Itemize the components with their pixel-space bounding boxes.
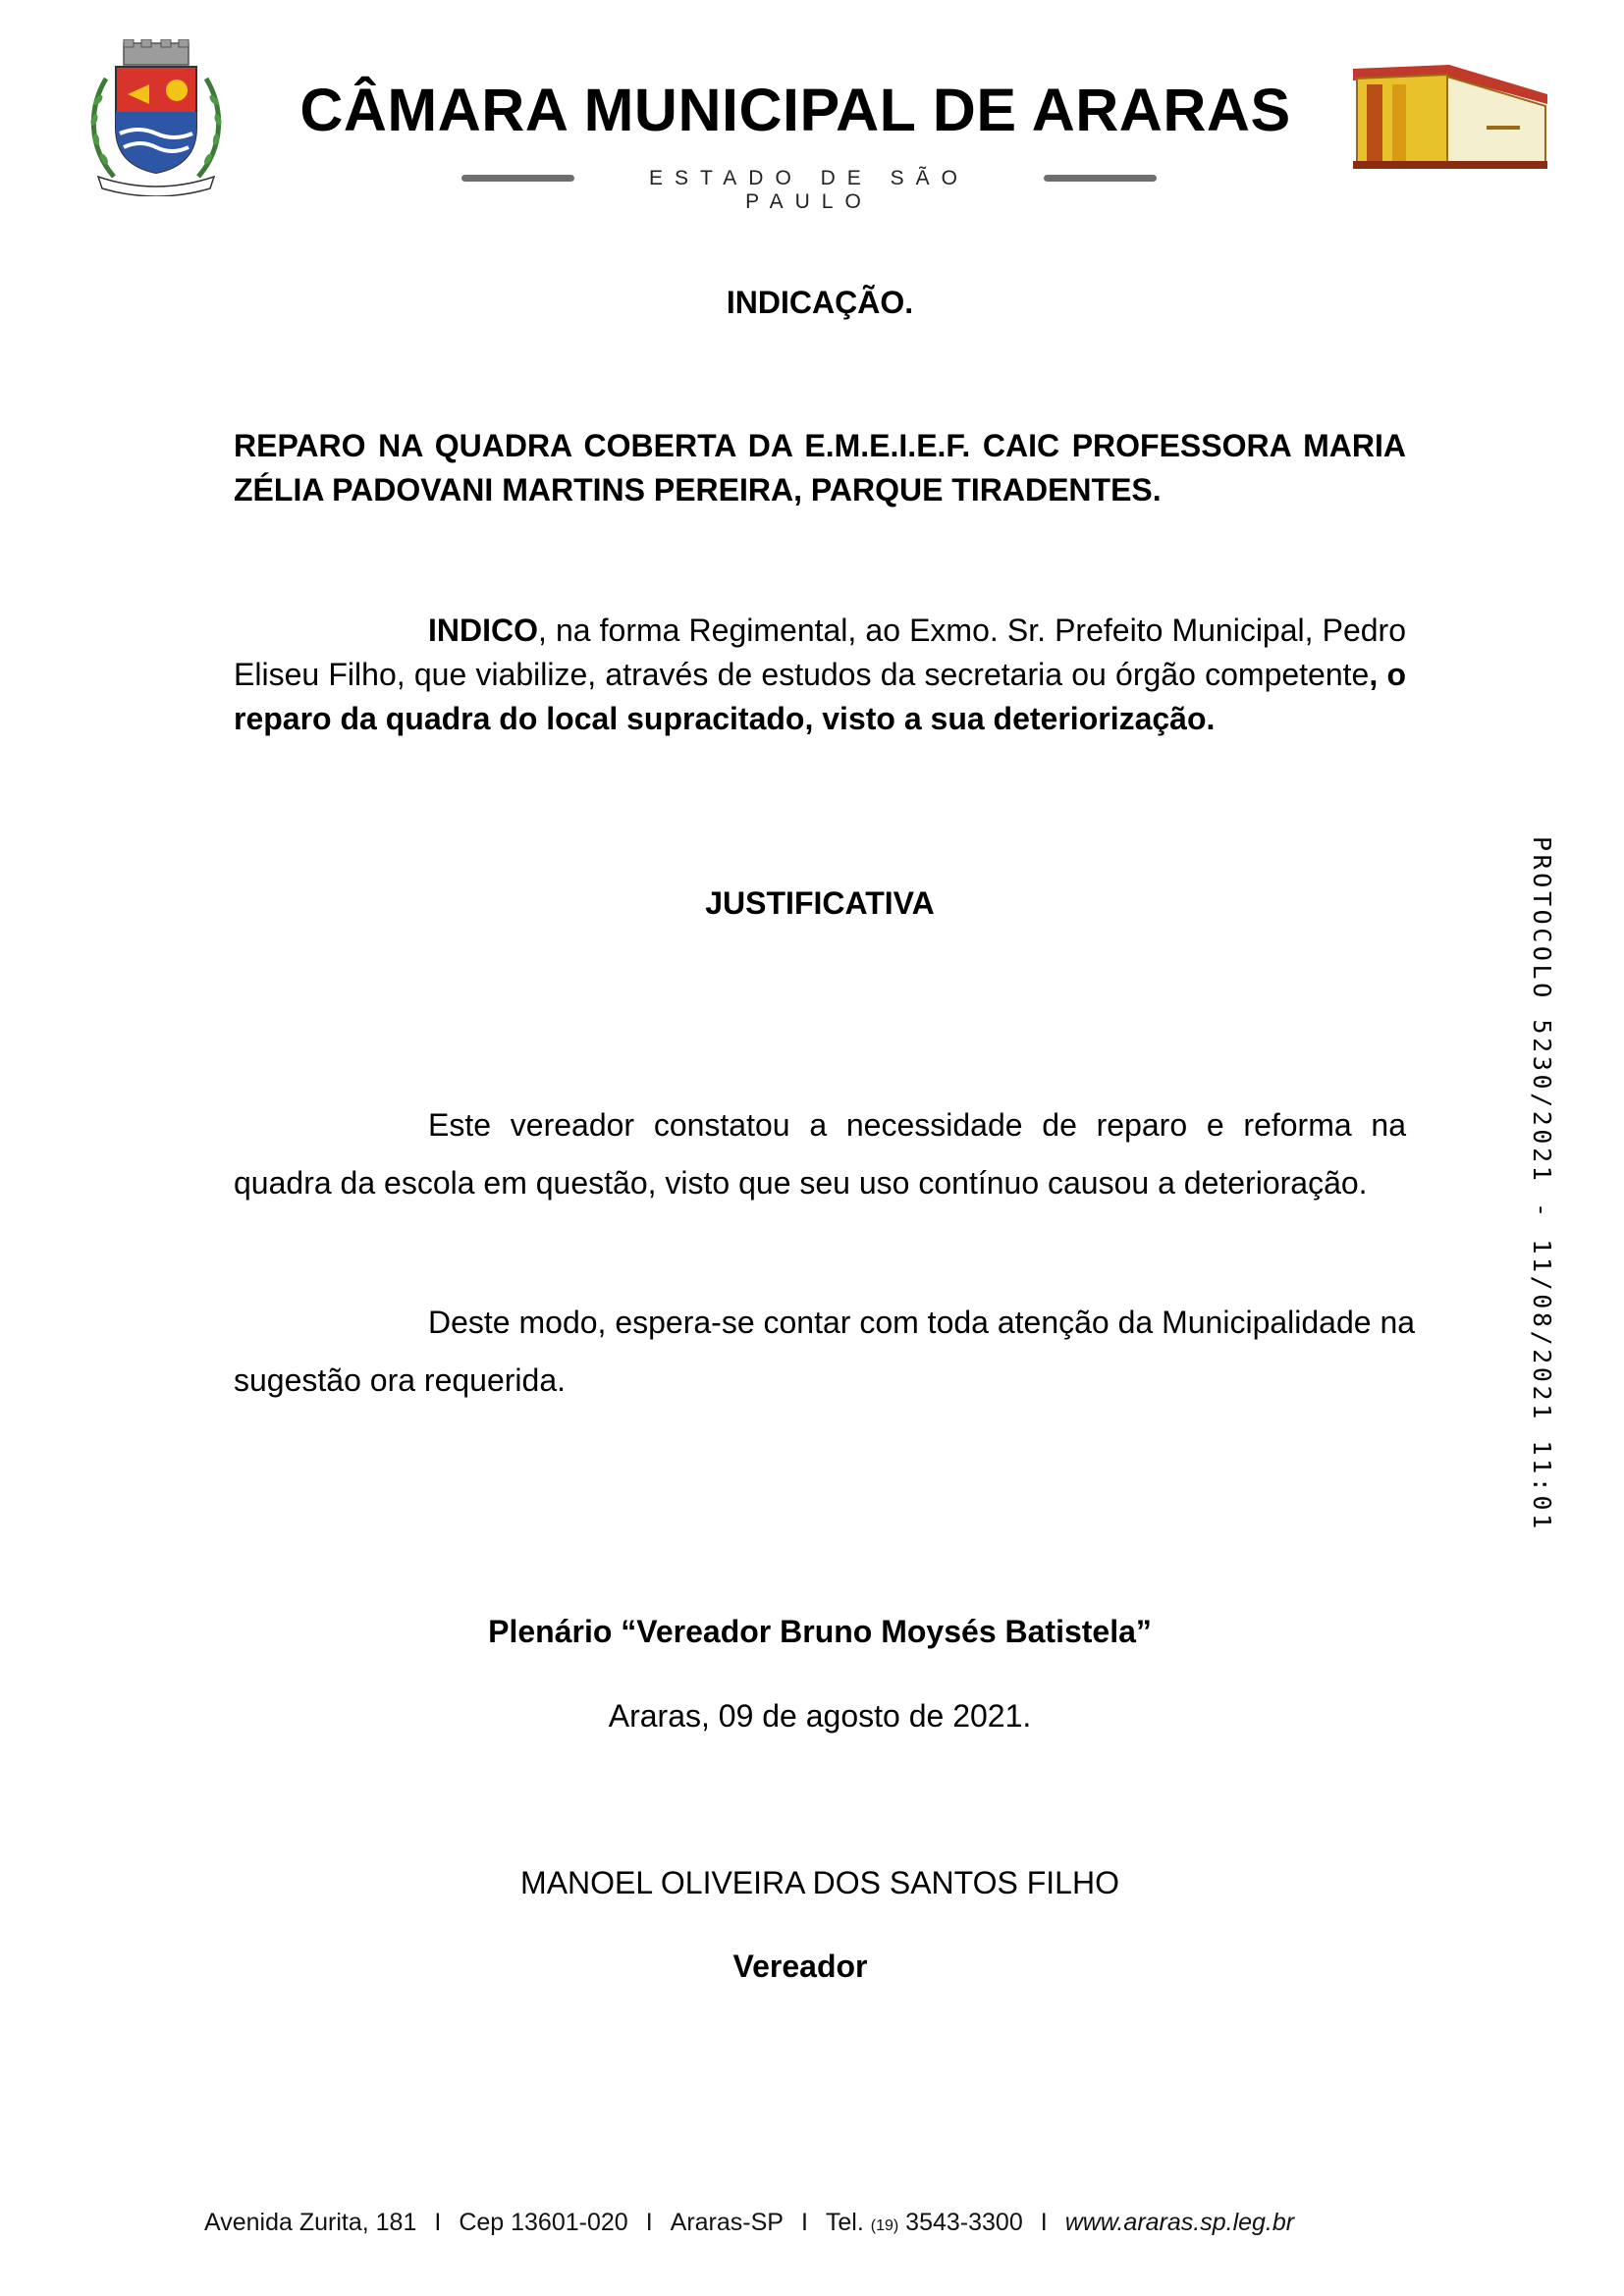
footer-separator: I: [1040, 2209, 1048, 2236]
institution-title: CÂMARA MUNICIPAL DE ARARAS: [299, 77, 1291, 143]
state-subtitle: ESTADO DE SÃO PAULO: [649, 167, 969, 213]
document-title: INDICAÇÃO.: [726, 285, 914, 320]
footer-separator: I: [434, 2209, 442, 2236]
state-subtitle-rule: [461, 167, 1157, 213]
footer-phone-number: 3543-3300: [905, 2209, 1023, 2236]
footer-phone-ddd: (19): [870, 2217, 899, 2234]
footer-contact: [204, 2209, 1402, 2237]
chamber-building-logo-icon: [1353, 55, 1547, 169]
footer-website-link[interactable]: www.araras.sp.leg.br: [1064, 2209, 1295, 2236]
city-coat-of-arms-icon: [84, 39, 228, 196]
footer-phone-label: Tel.: [825, 2209, 864, 2236]
justification-text-2: Deste modo, espera-se contar com toda atenção da Municipalidade na sugestão ora requerida.: [234, 1305, 1416, 1398]
indication-text: , na forma Regimental, ao Exmo. Sr. Prefeito Municipal, Pedro Eliseu Filho, que viabilize, através de estudos da secretaria ou órgão competente: [234, 613, 1406, 692]
justification-text-1: Este vereador constatou a necessidade de reparo e reforma na quadra da escola em questão, visto que seu uso contínuo causou a deterioração.: [234, 1107, 1406, 1201]
justification-title: JUSTIFICATIVA: [705, 885, 935, 921]
protocol-stamp: [1523, 836, 1562, 1532]
justification-paragraph-1: [234, 1096, 1406, 1212]
footer-separator: I: [645, 2209, 653, 2236]
signer-name: MANOEL OLIVEIRA DOS SANTOS FILHO: [520, 1865, 1119, 1900]
justification-paragraph-2: [234, 1294, 1451, 1410]
protocol-stamp-text: PROTOCOLO 5230/2021 - 11/08/2021 11:01: [1528, 836, 1556, 1532]
document-date: Araras, 09 de agosto de 2021.: [608, 1698, 1032, 1734]
rule-left-bar: [461, 175, 574, 182]
indication-emphasis: , o reparo da quadra do local supracitado, visto a sua deteriorização.: [234, 657, 1407, 736]
footer-zip: Cep 13601-020: [459, 2209, 628, 2236]
footer-separator: I: [800, 2209, 808, 2236]
plenary-name: Plenário “Vereador Bruno Moysés Batistela”: [488, 1614, 1152, 1649]
footer-address: Avenida Zurita, 181: [204, 2209, 417, 2236]
indication-paragraph: [234, 609, 1406, 741]
rule-right-bar: [1044, 175, 1157, 182]
footer-city: Araras-SP: [670, 2209, 784, 2236]
signer-role: Vereador: [732, 1949, 868, 1984]
indication-lead: INDICO: [428, 613, 538, 648]
document-subject: REPARO NA QUADRA COBERTA DA E.M.E.I.E.F. CAIC PROFESSORA MARIA ZÉLIA PADOVANI MARTINS PEREIRA, PARQUE TIRADENTES.: [234, 428, 1406, 507]
